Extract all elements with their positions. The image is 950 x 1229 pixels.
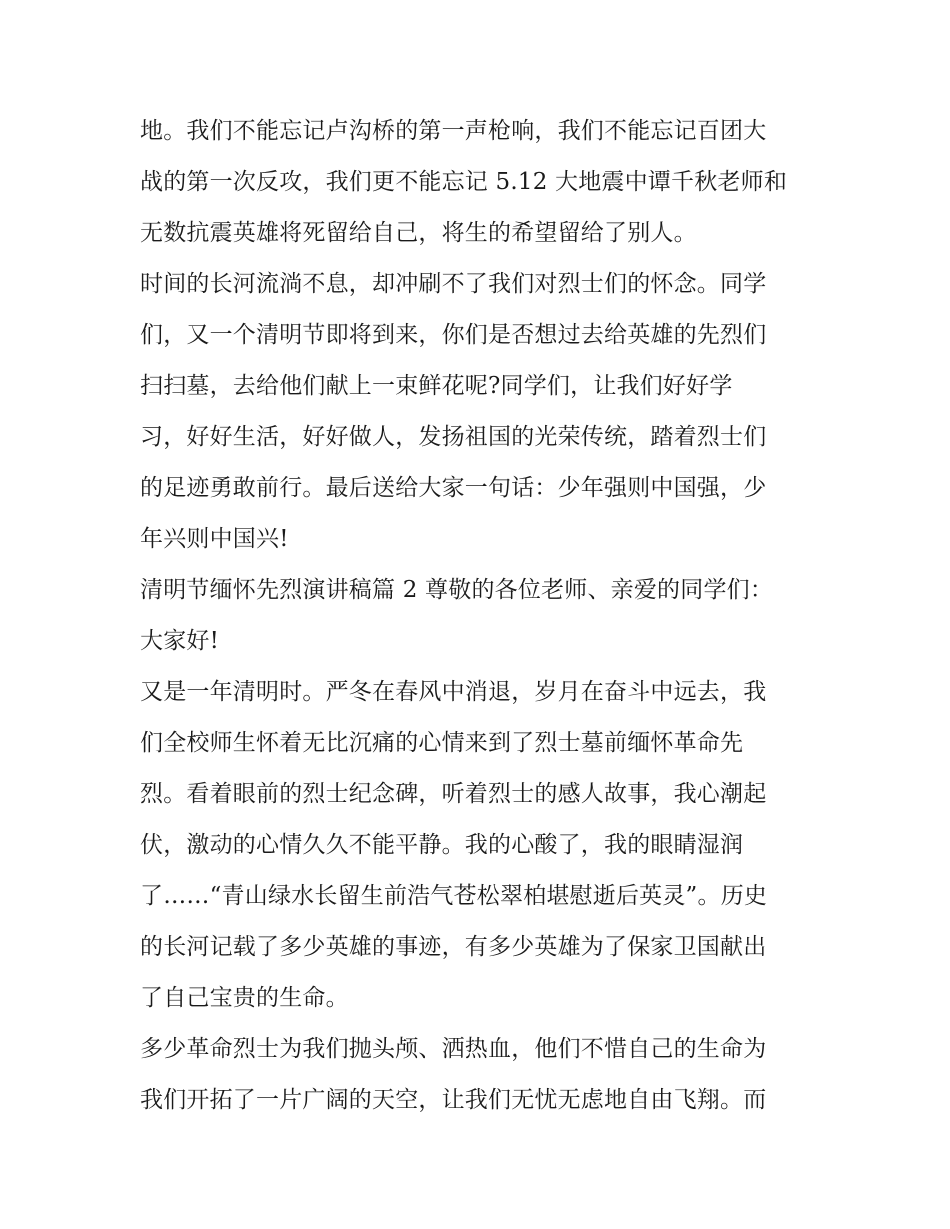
text-line: 伏，激动的心情久久不能平静。我的心酸了，我的眼睛湿润 (140, 832, 744, 858)
text-line: 们全校师生怀着无比沉痛的心情来到了烈士墓前缅怀革命先 (140, 730, 744, 756)
text-line: 我们开拓了一片广阔的天空，让我们无忧无虑地自由飞翔。而 (140, 1087, 767, 1113)
text-line: 时间的长河流淌不息，却冲刷不了我们对烈士们的怀念。同学 (140, 271, 767, 297)
text-line: 的足迹勇敢前行。最后送给大家一句话：少年强则中国强，少 (140, 475, 767, 501)
greeting-line: 大家好! (140, 628, 220, 654)
text-line: 了……“青山绿水长留生前浩气苍松翠柏堪慰逝后英灵”。历史 (140, 883, 768, 909)
text-line: 地。我们不能忘记卢沟桥的第一声枪响，我们不能忘记百团大 (140, 118, 767, 144)
text-line: 无数抗震英雄将死留给自己，将生的希望留给了别人。 (140, 220, 697, 246)
text-line: 们，又一个清明节即将到来，你们是否想过去给英雄的先烈们 (140, 322, 767, 348)
text-line: 的长河记载了多少英雄的事迹，有多少英雄为了保家卫国献出 (140, 934, 767, 960)
text-line: 习，好好生活，好好做人，发扬祖国的光荣传统，踏着烈士们 (140, 424, 767, 450)
text-line: 烈。看着眼前的烈士纪念碑，听着烈士的感人故事，我心潮起 (140, 781, 767, 807)
text-line: 又是一年清明时。严冬在春风中消退，岁月在奋斗中远去，我 (140, 679, 767, 705)
text-line: 年兴则中国兴! (140, 526, 289, 552)
text-line: 扫扫墓，去给他们献上一束鲜花呢?同学们，让我们好好学 (140, 373, 733, 399)
section-heading-line: 清明节缅怀先烈演讲稿篇 2 尊敬的各位老师、亲爱的同学们： (140, 577, 774, 603)
text-line: 多少革命烈士为我们抛头颅、洒热血，他们不惜自己的生命为 (140, 1036, 767, 1062)
text-line: 战的第一次反攻，我们更不能忘记 5.12 大地震中谭千秋老师和 (140, 169, 788, 195)
speech-text-body (140, 106, 820, 1126)
text-line: 了自己宝贵的生命。 (140, 985, 349, 1011)
